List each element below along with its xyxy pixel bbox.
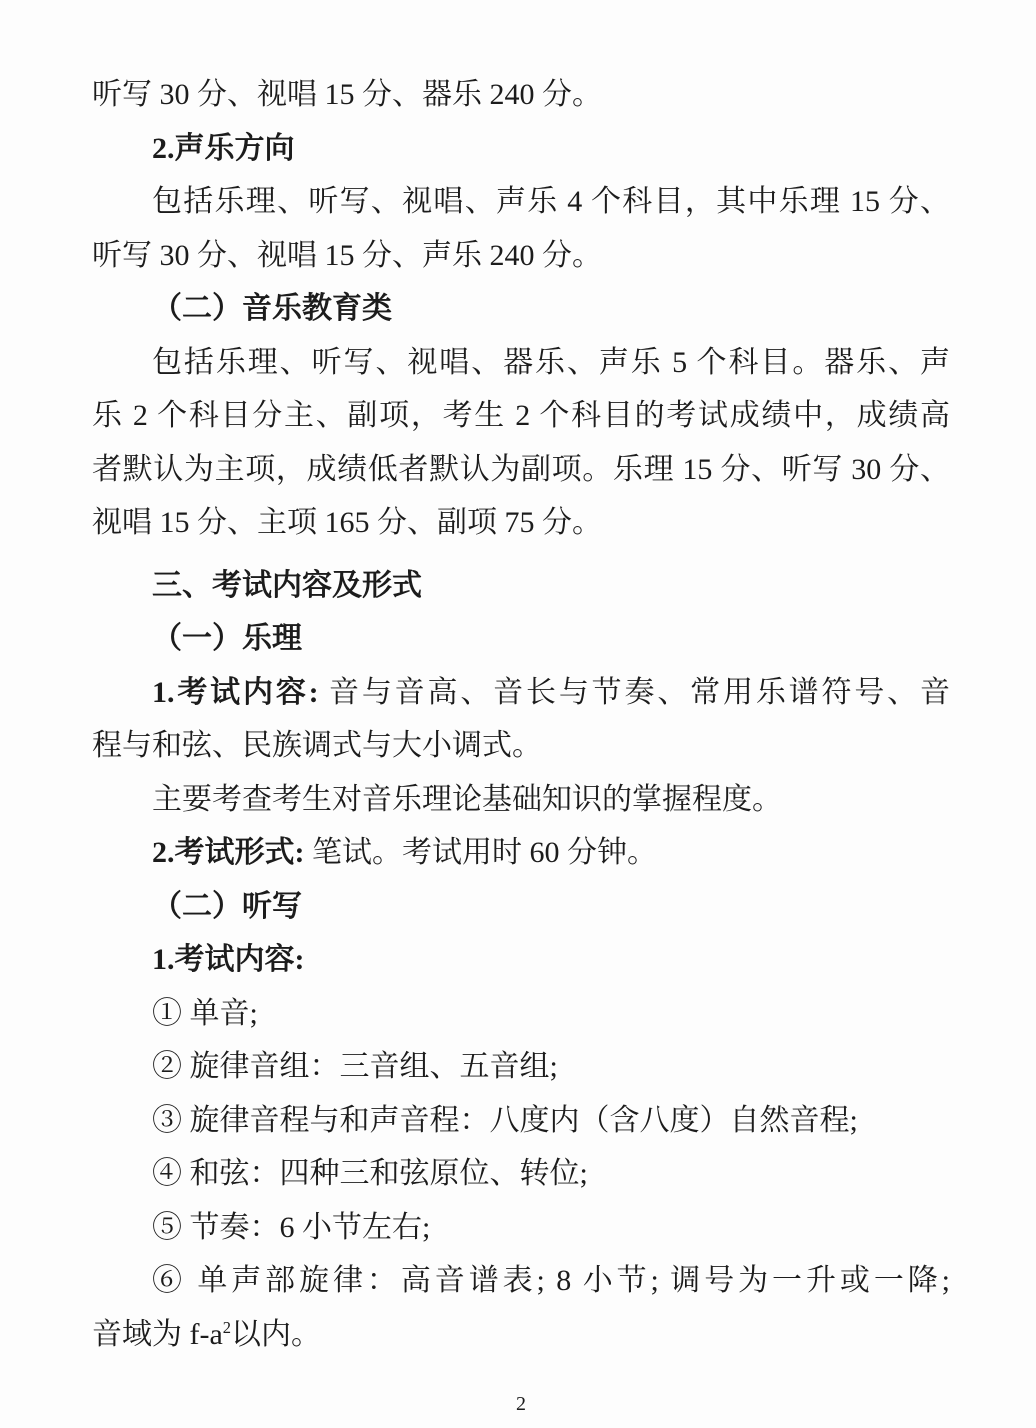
paragraph-line xyxy=(92,1308,950,1362)
list-item-6: ⑥ 单声部旋律：高音谱表; 8 小节; 调号为一升或一降; xyxy=(152,1264,950,1297)
paragraph-line: 程与和弦、民族调式与大小调式。 xyxy=(92,729,542,762)
heading-exam-content: 1.考试内容: xyxy=(152,943,305,976)
heading-dictation: （二）听写 xyxy=(152,889,302,923)
paragraph-line xyxy=(92,666,950,720)
paragraph-text: 以内。 xyxy=(231,1317,322,1351)
heading-exam-content-and-form: 三、考试内容及形式 xyxy=(152,568,422,602)
list-item-3: ③ 旋律音程与和声音程：八度内（含八度）自然音程; xyxy=(152,1103,858,1137)
paragraph-line: 视唱 15 分、主项 165 分、副项 75 分。 xyxy=(92,506,602,539)
label-exam-content: 1.考试内容: xyxy=(152,675,319,709)
paragraph-text: 音域为 f-a xyxy=(92,1317,223,1351)
list-item-2: ② 旋律音组：三音组、五音组; xyxy=(152,1050,558,1083)
list-item-5: ⑤ 节奏：6 小节左右; xyxy=(152,1210,431,1244)
heading-music-theory: （一）乐理 xyxy=(152,622,302,655)
heading-music-education-category: （二）音乐教育类 xyxy=(152,292,392,325)
paragraph-line: 听写 30 分、视唱 15 分、器乐 240 分。 xyxy=(92,78,602,111)
paragraph-line xyxy=(92,826,950,880)
paragraph-line: 包括乐理、听写、视唱、器乐、声乐 5 个科目。器乐、声 xyxy=(152,345,950,379)
paragraph-line: 主要考查考生对音乐理论基础知识的掌握程度。 xyxy=(152,782,782,816)
paragraph-text: 音与音高、音长与节奏、常用乐谱符号、音 xyxy=(318,675,951,709)
list-item-1: ① 单音; xyxy=(152,996,258,1030)
heading-vocal-direction: 2.声乐方向 xyxy=(152,131,295,165)
paragraph-line: 听写 30 分、视唱 15 分、声乐 240 分。 xyxy=(92,238,602,272)
label-exam-format: 2.考试形式: xyxy=(152,836,305,869)
paragraph-line: 包括乐理、听写、视唱、声乐 4 个科目，其中乐理 15 分、 xyxy=(152,185,950,218)
list-item-4: ④ 和弦：四种三和弦原位、转位; xyxy=(152,1157,588,1190)
superscript-2: 2 xyxy=(222,1317,232,1337)
paragraph-line: 者默认为主项，成绩低者默认为副项。乐理 15 分、听写 30 分、 xyxy=(92,452,950,486)
paragraph-text: 笔试。考试用时 60 分钟。 xyxy=(304,836,657,869)
paragraph-line: 乐 2 个科目分主、副项，考生 2 个科目的考试成绩中，成绩高 xyxy=(92,399,950,432)
page-number: 2 xyxy=(516,1393,526,1415)
